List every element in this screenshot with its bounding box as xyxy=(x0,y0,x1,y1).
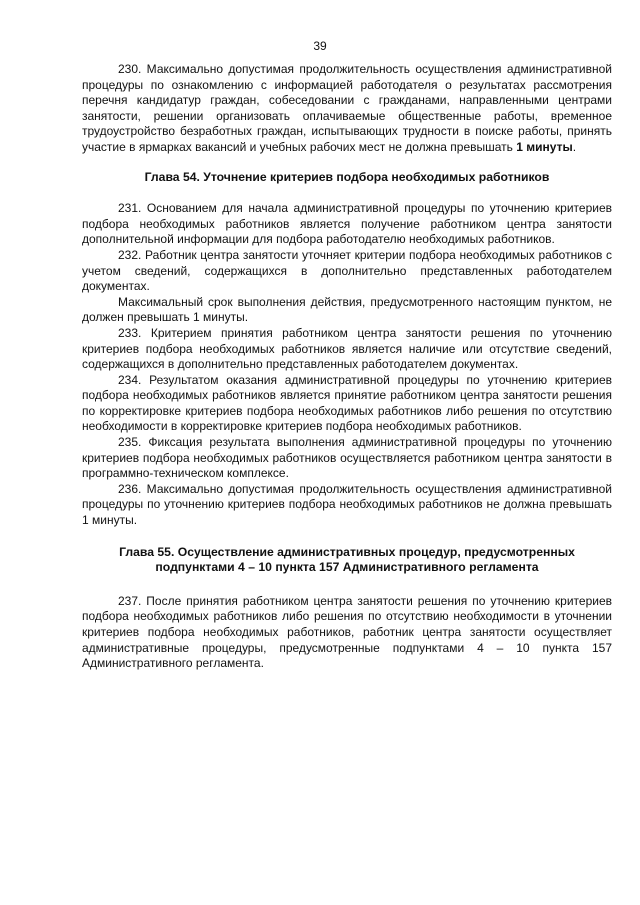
page-number: 39 xyxy=(313,39,327,53)
paragraph-236: 236. Максимально допустимая продолжительность осуществления административной процедуры по уточнению критериев подбора необходимых работников не должна превышать 1 минуты. xyxy=(82,481,612,528)
paragraph-231: 231. Основанием для начала административной процедуры по уточнению критериев подбора необходимых работников является получение работником центра занятости дополнительной информации для подбора работодателю необходимых работников. xyxy=(82,201,612,247)
paragraph-237: 237. После принятия работником центра занятости решения по уточнению критериев подбора необходимых работников либо решения по отсутствию необходимости в уточнении критериев подбора необходимых работников, работник центра занятости осуществляет административные процедуры, предусмотренные подпунктами 4 – 10 пункта 157 Административного регламента. xyxy=(82,593,612,671)
paragraph-232-time-limit: Максимальный срок выполнения действия, предусмотренного настоящим пунктом, не должен превышать 1 минуты. xyxy=(82,294,612,325)
chapter-55-heading-line2: подпунктами 4 – 10 пункта 157 Административного регламента xyxy=(155,560,539,575)
paragraph-232: 232. Работник центра занятости уточняет критерии подбора необходимых работников с учетом сведений, содержащихся в дополнительно представленных работодателем документах. xyxy=(82,247,612,294)
chapter-55-heading xyxy=(82,545,612,576)
paragraph-234: 234. Результатом оказания административной процедуры по уточнению критериев подбора необходимых работников является принятие работником центра занятости решения по корректировке критериев подбора необходимых работников либо решения по отсутствию необходимости в корректировке критериев подбора необходимых работников. xyxy=(82,372,612,434)
paragraph-233: 233. Критерием принятия работником центра занятости решения по уточнению критериев подбора необходимых работников является наличие или отсутствие сведений, содержащихся в дополнительно представленных работодателем документах. xyxy=(82,325,612,372)
paragraph-230-text: 230. Максимально допустимая продолжительность осуществления административной процедуры по ознакомлению с информацией работодателя о результатах рассмотрения перечня кандидатур граждан, собеседовании с гражданами, направленными центрами занятости, решении организовать оплачиваемые общественные работы, временное трудоустройство безработных граждан, испытывающих трудности в поиске работы, принять участие в ярмарках вакансий и учебных рабочих мест не должна превышать xyxy=(82,62,612,154)
paragraph-230 xyxy=(82,62,612,156)
chapter-54-heading: Глава 54. Уточнение критериев подбора необходимых работников xyxy=(144,169,550,184)
document-body xyxy=(82,62,612,672)
chapter-55-heading-line1: Глава 55. Осуществление административных процедур, предусмотренных xyxy=(119,544,575,559)
paragraph-230-bold: 1 минуты xyxy=(516,139,573,154)
paragraph-235: 235. Фиксация результата выполнения административной процедуры по уточнению критериев подбора необходимых работников осуществляется работником центра занятости в программно-техническом комплексе. xyxy=(82,435,612,481)
paragraph-230-end: . xyxy=(572,139,577,154)
